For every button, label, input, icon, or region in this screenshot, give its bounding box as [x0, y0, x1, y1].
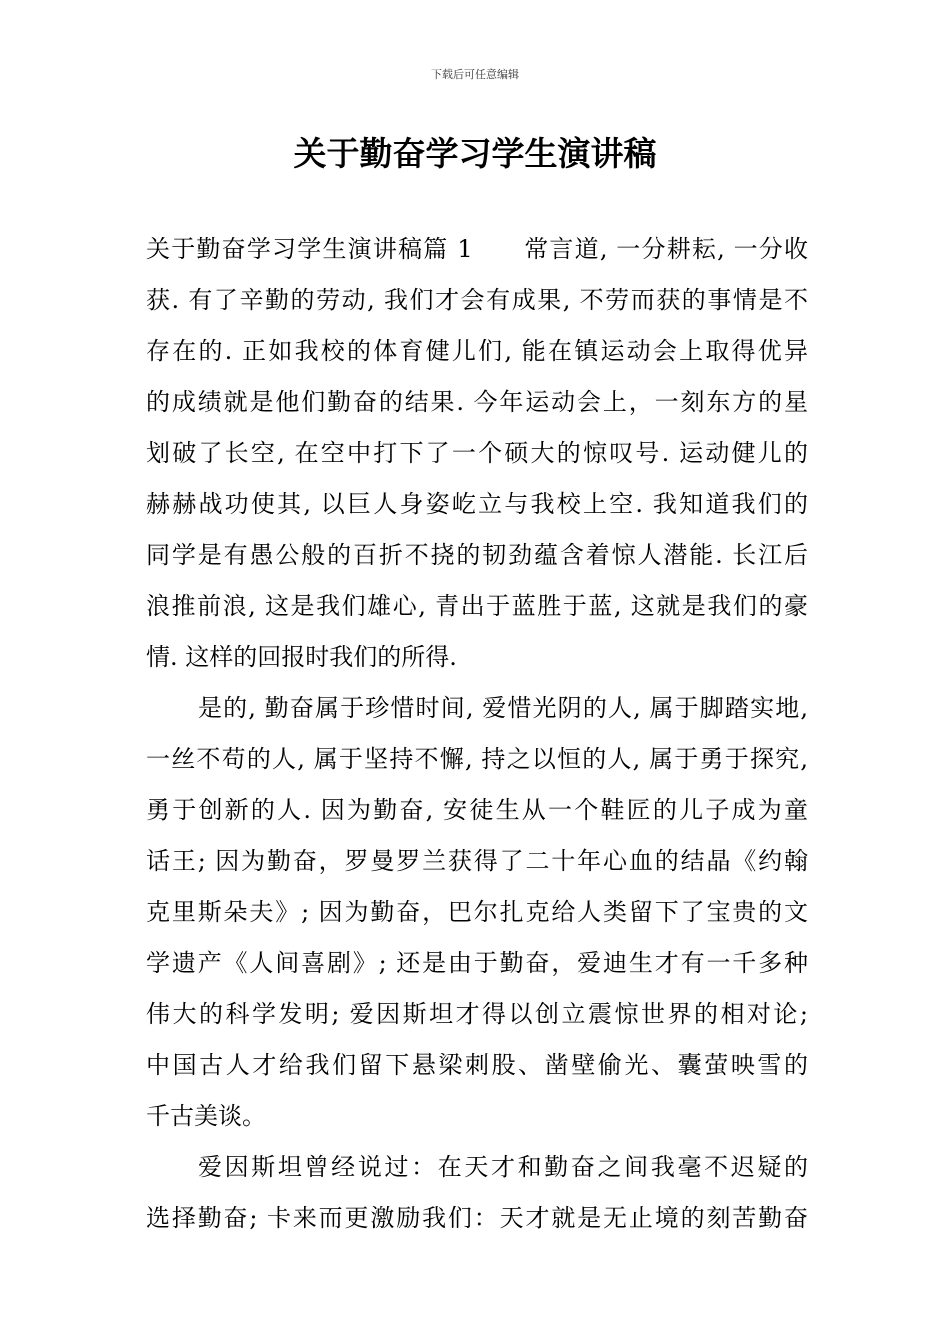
text-line: 一丝不苟的人, 属于坚持不懈, 持之以恒的人, 属于勇于探究,: [146, 745, 808, 773]
text-line: 获. 有了辛勤的劳动, 我们才会有成果, 不劳而获的事情是不: [146, 286, 808, 314]
text-line: 话王; 因为勤奋，罗曼罗兰获得了二十年心血的结晶《约翰: [146, 847, 808, 875]
text-line: 存在的. 正如我校的体育健儿们, 能在镇运动会上取得优异: [146, 337, 808, 365]
text-line: 克里斯朵夫》; 因为勤奋，巴尔扎克给人类留下了宝贵的文: [146, 898, 808, 926]
text-line: 划破了长空, 在空中打下了一个硕大的惊叹号. 运动健儿的: [146, 439, 808, 467]
text-line: 选择勤奋; 卡来而更激励我们：天才就是无止境的刻苦勤奋: [146, 1204, 808, 1232]
text-line: 关于勤奋学习学生演讲稿篇 1 常言道, 一分耕耘, 一分收: [146, 235, 808, 263]
text-line: 爱因斯坦曾经说过：在天才和勤奋之间我毫不迟疑的: [198, 1153, 808, 1181]
text-line: 的成绩就是他们勤奋的结果. 今年运动会上，一刻东方的星: [146, 388, 808, 416]
text-line: 学遗产《人间喜剧》; 还是由于勤奋，爱迪生才有一千多种: [146, 949, 808, 977]
text-line: 是的, 勤奋属于珍惜时间, 爱惜光阴的人, 属于脚踏实地,: [198, 694, 808, 722]
text-line: 中国古人才给我们留下悬梁刺股、凿壁偷光、囊萤映雪的: [146, 1051, 808, 1079]
text-line: 同学是有愚公般的百折不挠的韧劲蕴含着惊人潜能. 长江后: [146, 541, 808, 569]
text-line: 千古美谈。: [146, 1102, 266, 1130]
text-line: 勇于创新的人. 因为勤奋, 安徒生从一个鞋匠的儿子成为童: [146, 796, 808, 824]
text-line: 伟大的科学发明; 爱因斯坦才得以创立震惊世界的相对论;: [146, 1000, 808, 1028]
header-note: 下载后可任意编辑: [431, 68, 519, 81]
text-line: 浪推前浪, 这是我们雄心, 青出于蓝胜于蓝, 这就是我们的豪: [146, 592, 808, 620]
text-line: 赫赫战功使其, 以巨人身姿屹立与我校上空. 我知道我们的: [146, 490, 808, 518]
text-line: 情. 这样的回报时我们的所得.: [146, 643, 457, 671]
document-title: 关于勤奋学习学生演讲稿: [293, 134, 657, 173]
